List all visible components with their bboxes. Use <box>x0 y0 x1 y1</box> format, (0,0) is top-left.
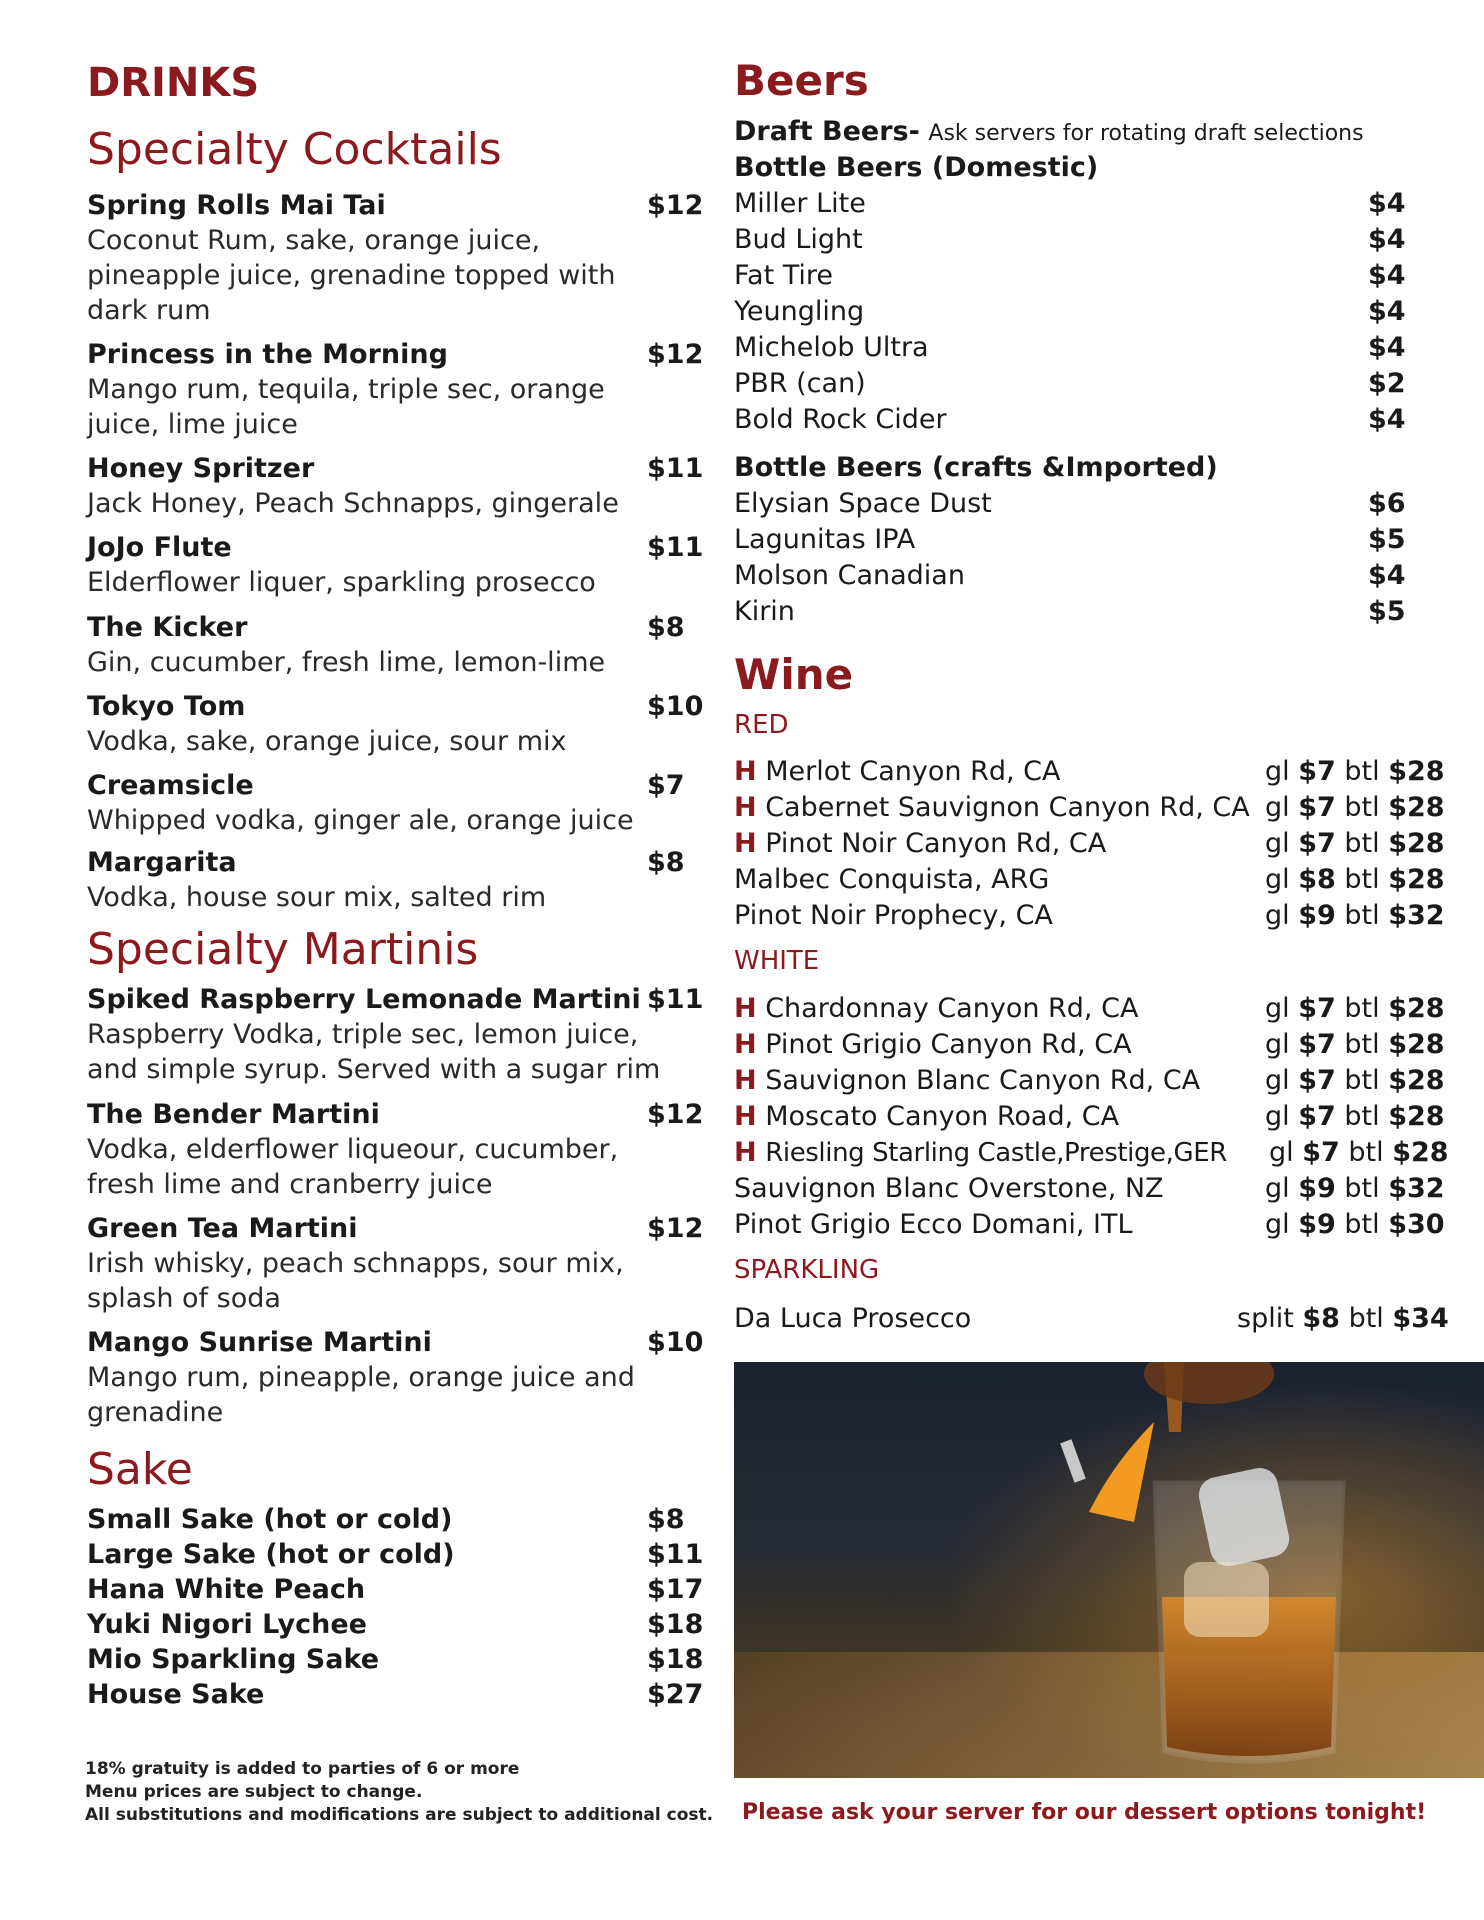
beer-name: Fat Tire <box>734 260 834 291</box>
sake-name: Yuki Nigori Lychee <box>87 1609 367 1640</box>
beer-row <box>734 330 1404 366</box>
wine-row <box>734 826 1444 862</box>
house-wine-marker: H <box>734 1065 757 1096</box>
beer-name: Elysian Space Dust <box>734 488 992 519</box>
cocktails-heading: Specialty Cocktails <box>87 124 502 175</box>
beer-price: $4 <box>1368 296 1406 327</box>
craft-heading: Bottle Beers (crafts &Imported) <box>734 452 1218 483</box>
beer-row <box>734 558 1404 594</box>
menu-item <box>87 530 704 600</box>
item-name: Spiked Raspberry Lemonade Martini <box>87 984 641 1015</box>
house-wine-marker: H <box>734 1101 757 1132</box>
item-description: Vodka, house sour mix, salted rim <box>87 882 547 913</box>
item-description: Mango rum, pineapple, orange juice and grenadine <box>87 1362 635 1428</box>
sake-row <box>87 1572 704 1608</box>
item-price: $7 <box>647 770 685 801</box>
sake-price: $27 <box>647 1679 704 1710</box>
sake-price: $17 <box>647 1574 704 1605</box>
wine-row <box>734 991 1444 1027</box>
sake-name: House Sake <box>87 1679 265 1710</box>
item-name: Creamsicle <box>87 770 254 801</box>
wine-price: gl $9 btl $30 <box>1265 1209 1445 1240</box>
item-description: Raspberry Vodka, triple sec, lemon juice, and simple syrup. Served with a sugar rim <box>87 1019 661 1085</box>
wine-row <box>734 862 1444 898</box>
menu-item <box>87 768 697 838</box>
item-name: Mango Sunrise Martini <box>87 1327 432 1358</box>
dessert-note: Please ask your server for our dessert options tonight! <box>742 1800 1427 1825</box>
wine-row <box>734 1171 1444 1207</box>
beer-name: Bold Rock Cider <box>734 404 947 435</box>
red-heading: RED <box>734 710 789 740</box>
wine-name: Cabernet Sauvignon Canyon Rd, CA <box>765 792 1250 823</box>
menu-item <box>87 188 704 328</box>
sake-heading: Sake <box>87 1444 193 1495</box>
wine-name: Sauvignon Blanc Overstone, NZ <box>734 1173 1164 1204</box>
sake-row <box>87 1677 704 1713</box>
item-name: Tokyo Tom <box>87 691 246 722</box>
wine-row <box>734 898 1444 934</box>
sake-row <box>87 1502 697 1538</box>
sake-price: $18 <box>647 1609 704 1640</box>
substitution-note: All substitutions and modifications are subject to additional cost. <box>85 1805 714 1825</box>
beer-price: $5 <box>1368 524 1406 555</box>
menu-item <box>87 1211 704 1316</box>
item-description: Mango rum, tequila, triple sec, orange juice, lime juice <box>87 374 605 440</box>
house-wine-marker: H <box>734 1029 757 1060</box>
beer-price: $4 <box>1368 188 1406 219</box>
item-name: Honey Spritzer <box>87 453 315 484</box>
wine-name: Pinot Grigio Ecco Domani, ITL <box>734 1209 1133 1240</box>
wine-price: split $8 btl $34 <box>1237 1303 1449 1334</box>
menu-item <box>87 689 704 759</box>
item-price: $11 <box>647 532 704 563</box>
sake-name: Mio Sparkling Sake <box>87 1644 380 1675</box>
sake-price: $8 <box>647 1504 685 1535</box>
beer-price: $4 <box>1368 260 1406 291</box>
beer-row <box>734 222 1404 258</box>
wine-row <box>734 1207 1444 1243</box>
item-price: $12 <box>647 339 704 370</box>
item-price: $12 <box>647 1099 704 1130</box>
white-heading: WHITE <box>734 946 820 976</box>
item-name: Margarita <box>87 847 237 878</box>
item-price: $12 <box>647 190 704 221</box>
item-price: $11 <box>647 453 704 484</box>
price-note: Menu prices are subject to change. <box>85 1782 423 1802</box>
menu-item <box>87 610 697 680</box>
wine-price: gl $7 btl $28 <box>1265 1029 1445 1060</box>
item-price: $11 <box>647 984 704 1015</box>
wine-name: Moscato Canyon Road, CA <box>765 1101 1120 1132</box>
beer-name: Michelob Ultra <box>734 332 929 363</box>
beer-price: $5 <box>1368 596 1406 627</box>
wine-name: Sauvignon Blanc Canyon Rd, CA <box>765 1065 1201 1096</box>
beer-name: Bud Light <box>734 224 863 255</box>
beer-price: $2 <box>1368 368 1406 399</box>
draft-beers-label: Draft Beers- <box>734 116 920 147</box>
beer-row <box>734 294 1404 330</box>
item-name: The Bender Martini <box>87 1099 380 1130</box>
wine-price: gl $9 btl $32 <box>1265 1173 1445 1204</box>
item-name: Princess in the Morning <box>87 339 448 370</box>
gratuity-note: 18% gratuity is added to parties of 6 or more <box>85 1759 520 1779</box>
page-title: DRINKS <box>87 60 260 106</box>
beer-row <box>734 486 1404 522</box>
wine-name: Pinot Noir Canyon Rd, CA <box>765 828 1107 859</box>
menu-item <box>87 1097 704 1202</box>
menu-item <box>87 982 704 1087</box>
menu-item <box>87 337 704 442</box>
sake-row <box>87 1607 704 1643</box>
beer-row <box>734 258 1404 294</box>
item-price: $8 <box>647 612 685 643</box>
wine-row <box>734 1099 1444 1135</box>
beer-name: Miller Lite <box>734 188 866 219</box>
item-description: Irish whisky, peach schnapps, sour mix, splash of soda <box>87 1248 624 1314</box>
item-price: $12 <box>647 1213 704 1244</box>
wine-name: Riesling Starling Castle,Prestige,GER <box>765 1138 1227 1168</box>
whiskey-photo <box>734 1362 1484 1778</box>
wine-row <box>734 1027 1444 1063</box>
beer-name: Lagunitas IPA <box>734 524 916 555</box>
beer-row <box>734 594 1404 630</box>
menu-item <box>87 1325 704 1430</box>
house-wine-marker: H <box>734 1137 757 1168</box>
sake-name: Hana White Peach <box>87 1574 366 1605</box>
beer-name: PBR (can) <box>734 368 866 399</box>
draft-beers-note: Ask servers for rotating draft selections <box>928 121 1364 146</box>
beer-name: Kirin <box>734 596 795 627</box>
beer-price: $6 <box>1368 488 1406 519</box>
item-description: Jack Honey, Peach Schnapps, gingerale <box>87 488 619 519</box>
wine-name: Malbec Conquista, ARG <box>734 864 1050 895</box>
beer-row <box>734 402 1404 438</box>
item-name: Spring Rolls Mai Tai <box>87 190 386 221</box>
item-price: $8 <box>647 847 685 878</box>
wine-price: gl $7 btl $28 <box>1269 1137 1449 1168</box>
beer-row <box>734 366 1404 402</box>
beer-name: Yeungling <box>734 296 865 327</box>
house-wine-marker: H <box>734 792 757 823</box>
sake-row <box>87 1642 704 1678</box>
beer-row <box>734 522 1404 558</box>
item-price: $10 <box>647 1327 704 1358</box>
footer-notes <box>85 1758 713 1827</box>
martinis-heading: Specialty Martinis <box>87 924 479 975</box>
item-name: The Kicker <box>87 612 248 643</box>
beer-name: Molson Canadian <box>734 560 965 591</box>
wine-price: gl $7 btl $28 <box>1265 993 1445 1024</box>
sake-price: $11 <box>647 1539 704 1570</box>
beers-heading: Beers <box>734 56 869 105</box>
item-description: Whipped vodka, ginger ale, orange juice <box>87 805 634 836</box>
wine-row <box>734 1063 1444 1099</box>
item-description: Elderflower liquer, sparkling prosecco <box>87 567 596 598</box>
wine-row <box>734 1135 1449 1171</box>
wine-name: Pinot Grigio Canyon Rd, CA <box>765 1029 1132 1060</box>
item-price: $10 <box>647 691 704 722</box>
wine-row <box>734 754 1444 790</box>
item-description: Gin, cucumber, fresh lime, lemon-lime <box>87 647 606 678</box>
sake-row <box>87 1537 704 1573</box>
draft-beers-line <box>734 114 1364 152</box>
beer-row <box>734 186 1404 222</box>
sparkling-heading: SPARKLING <box>734 1255 880 1285</box>
item-description: Vodka, sake, orange juice, sour mix <box>87 726 567 757</box>
sake-name: Large Sake (hot or cold) <box>87 1539 455 1570</box>
wine-name: Da Luca Prosecco <box>734 1303 972 1334</box>
domestic-heading: Bottle Beers (Domestic) <box>734 152 1099 183</box>
wine-price: gl $9 btl $32 <box>1265 900 1445 931</box>
wine-name: Pinot Noir Prophecy, CA <box>734 900 1053 931</box>
sake-name: Small Sake (hot or cold) <box>87 1504 453 1535</box>
item-name: Green Tea Martini <box>87 1213 358 1244</box>
menu-item <box>87 845 697 915</box>
wine-price: gl $7 btl $28 <box>1265 1101 1445 1132</box>
house-wine-marker: H <box>734 828 757 859</box>
wine-price: gl $7 btl $28 <box>1265 792 1445 823</box>
wine-name: Chardonnay Canyon Rd, CA <box>765 993 1139 1024</box>
item-description: Vodka, elderflower liqueour, cucumber, fresh lime and cranberry juice <box>87 1134 619 1200</box>
house-wine-marker: H <box>734 756 757 787</box>
whiskey-glass-illustration <box>734 1362 1484 1778</box>
house-wine-marker: H <box>734 993 757 1024</box>
wine-price: gl $7 btl $28 <box>1265 756 1445 787</box>
sake-price: $18 <box>647 1644 704 1675</box>
beer-price: $4 <box>1368 560 1406 591</box>
wine-row <box>734 1301 1449 1337</box>
wine-price: gl $7 btl $28 <box>1265 1065 1445 1096</box>
beer-price: $4 <box>1368 404 1406 435</box>
item-name: JoJo Flute <box>87 532 232 563</box>
beer-price: $4 <box>1368 332 1406 363</box>
wine-price: gl $8 btl $28 <box>1265 864 1445 895</box>
wine-row <box>734 790 1444 826</box>
wine-name: Merlot Canyon Rd, CA <box>765 756 1061 787</box>
wine-heading: Wine <box>734 650 854 699</box>
item-description: Coconut Rum, sake, orange juice, pineapple juice, grenadine topped with dark rum <box>87 225 616 326</box>
beer-price: $4 <box>1368 224 1406 255</box>
wine-price: gl $7 btl $28 <box>1265 828 1445 859</box>
menu-item <box>87 451 704 521</box>
